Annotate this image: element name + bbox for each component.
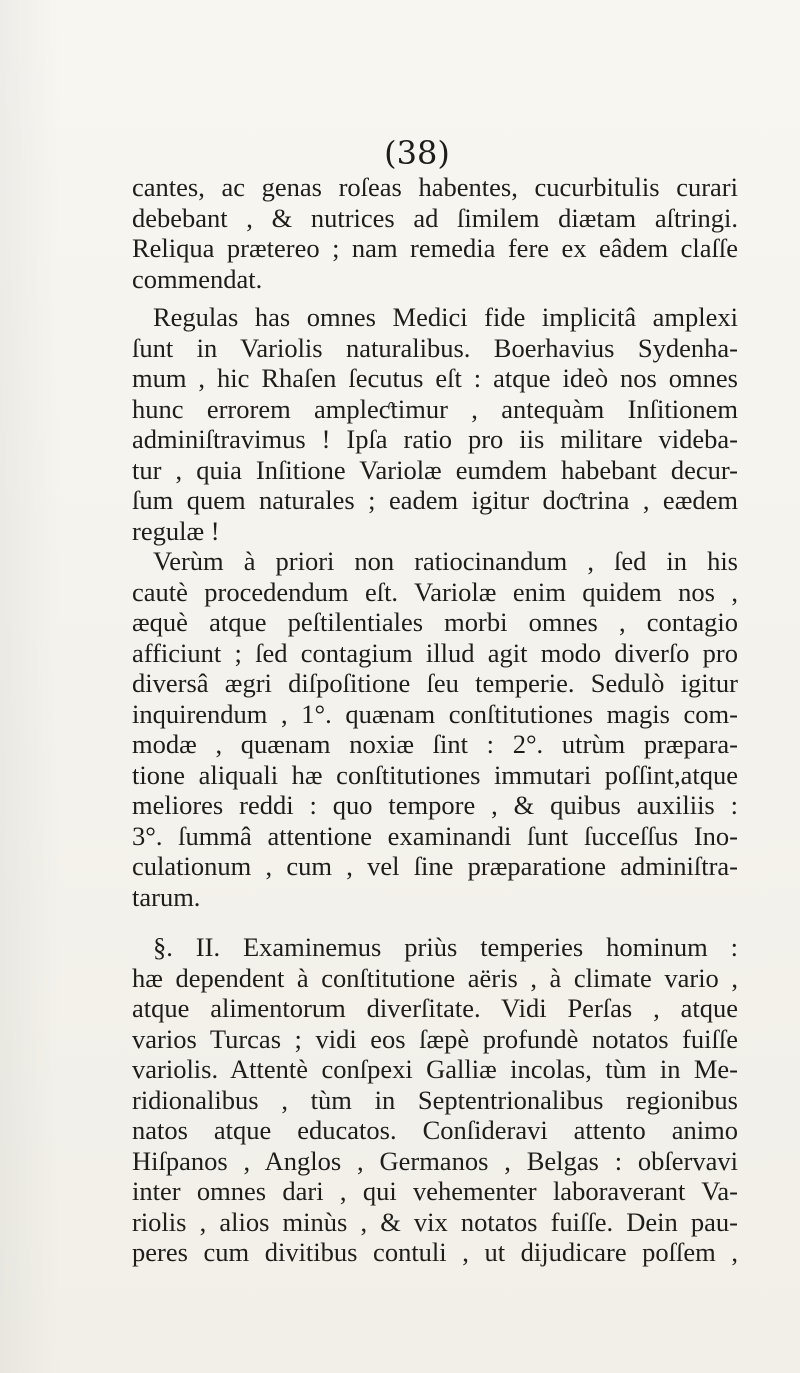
text-line: hunc errorem ampleƈtimur , antequàm Inſitionem: [132, 393, 738, 424]
text-line: regulæ !: [132, 515, 220, 546]
text-line: peres cum divitibus contuli , ut dijudicare poſſem ,: [132, 1237, 738, 1267]
text-line: natos atque educatos. Conſideravi attento animo: [132, 1115, 738, 1145]
paragraph-3: [132, 546, 738, 912]
text-line: riolis , alios minùs , & vix notatos fuiſſe. Dein pau-: [132, 1206, 738, 1237]
section-gap: [132, 912, 738, 932]
text-line: varios Turcas ; vidi eos ſæpè profundè notatos fuiſſe: [132, 1023, 738, 1054]
text-line: adminiſtravimus ! Ipſa ratio pro iis militare videba-: [132, 424, 738, 454]
text-line: inquirendum , 1°. quænam conſtitutiones magis com-: [132, 698, 738, 729]
text-line: æquè atque peſtilentiales morbi omnes , contagio: [132, 607, 738, 637]
text-line: culationum , cum , vel ſine præparatione adminiſtra-: [132, 851, 738, 881]
text-line: ſum quem naturales ; eadem igitur doƈtrina , eædem: [132, 485, 738, 515]
text-line: modæ , quænam noxiæ ſint : 2°. utrùm præpara-: [132, 729, 738, 759]
text-line: cantes, ac genas roſeas habentes, cucurbitulis curari: [132, 172, 738, 202]
paragraph-4: [132, 932, 738, 1268]
paragraph-gap: [132, 294, 738, 302]
text-line: inter omnes dari , qui vehementer laboraverant Va-: [132, 1176, 738, 1206]
page-fold-shadow: [0, 0, 60, 1373]
text-line: meliores reddi : quo tempore , & quibus auxiliis :: [132, 790, 738, 820]
page-number: (38): [384, 134, 450, 172]
text-line: atque alimentorum diverſitate. Vidi Perſas , atque: [132, 993, 738, 1023]
text-line: §. II. Examinemus priùs temperies hominum :: [153, 932, 738, 962]
text-line: commendat.: [132, 263, 263, 294]
paragraph-2: [132, 302, 738, 546]
text-line: tur , quia Inſitione Variolæ eumdem habebant decur-: [132, 454, 738, 485]
text-line: debebant , & nutrices ad ſimilem diætam aſtringi.: [132, 202, 738, 233]
text-line: Verùm à priori non ratiocinandum , ſed in his: [153, 546, 738, 576]
text-line: tarum.: [132, 881, 201, 912]
text-line: afficiunt ; ſed contagium illud agit modo diverſo pro: [132, 637, 738, 668]
text-line: tione aliquali hæ conſtitutiones immutari poſſint,atque: [132, 759, 738, 790]
text-line: hæ dependent à conſtitutione aëris , à climate vario ,: [132, 962, 738, 993]
text-line: 3°. ſummâ attentione examinandi ſunt ſucceſſus Ino-: [132, 820, 738, 851]
text-line: Reliqua prætereo ; nam remedia fere ex eâdem claſſe: [132, 233, 738, 263]
paragraph-1: [132, 172, 738, 294]
text-line: ſunt in Variolis naturalibus. Boerhavius Sydenha-: [132, 332, 738, 363]
page-body: [132, 172, 738, 1268]
text-line: diversâ ægri diſpoſitione ſeu temperie. Sedulò igitur: [132, 668, 738, 698]
text-line: variolis. Attentè conſpexi Galliæ incolas, tùm in Me-: [132, 1054, 738, 1084]
text-line: ridionalibus , tùm in Septentrionalibus regionibus: [132, 1084, 738, 1115]
text-line: mum , hic Rhaſen ſecutus eſt : atque ideò nos omnes: [132, 363, 738, 393]
text-line: Hiſpanos , Anglos , Germanos , Belgas : obſervavi: [132, 1145, 738, 1176]
text-line: cautè procedendum eſt. Variolæ enim quidem nos ,: [132, 576, 738, 607]
text-line: Regulas has omnes Medici fide implicitâ amplexi: [153, 302, 738, 332]
